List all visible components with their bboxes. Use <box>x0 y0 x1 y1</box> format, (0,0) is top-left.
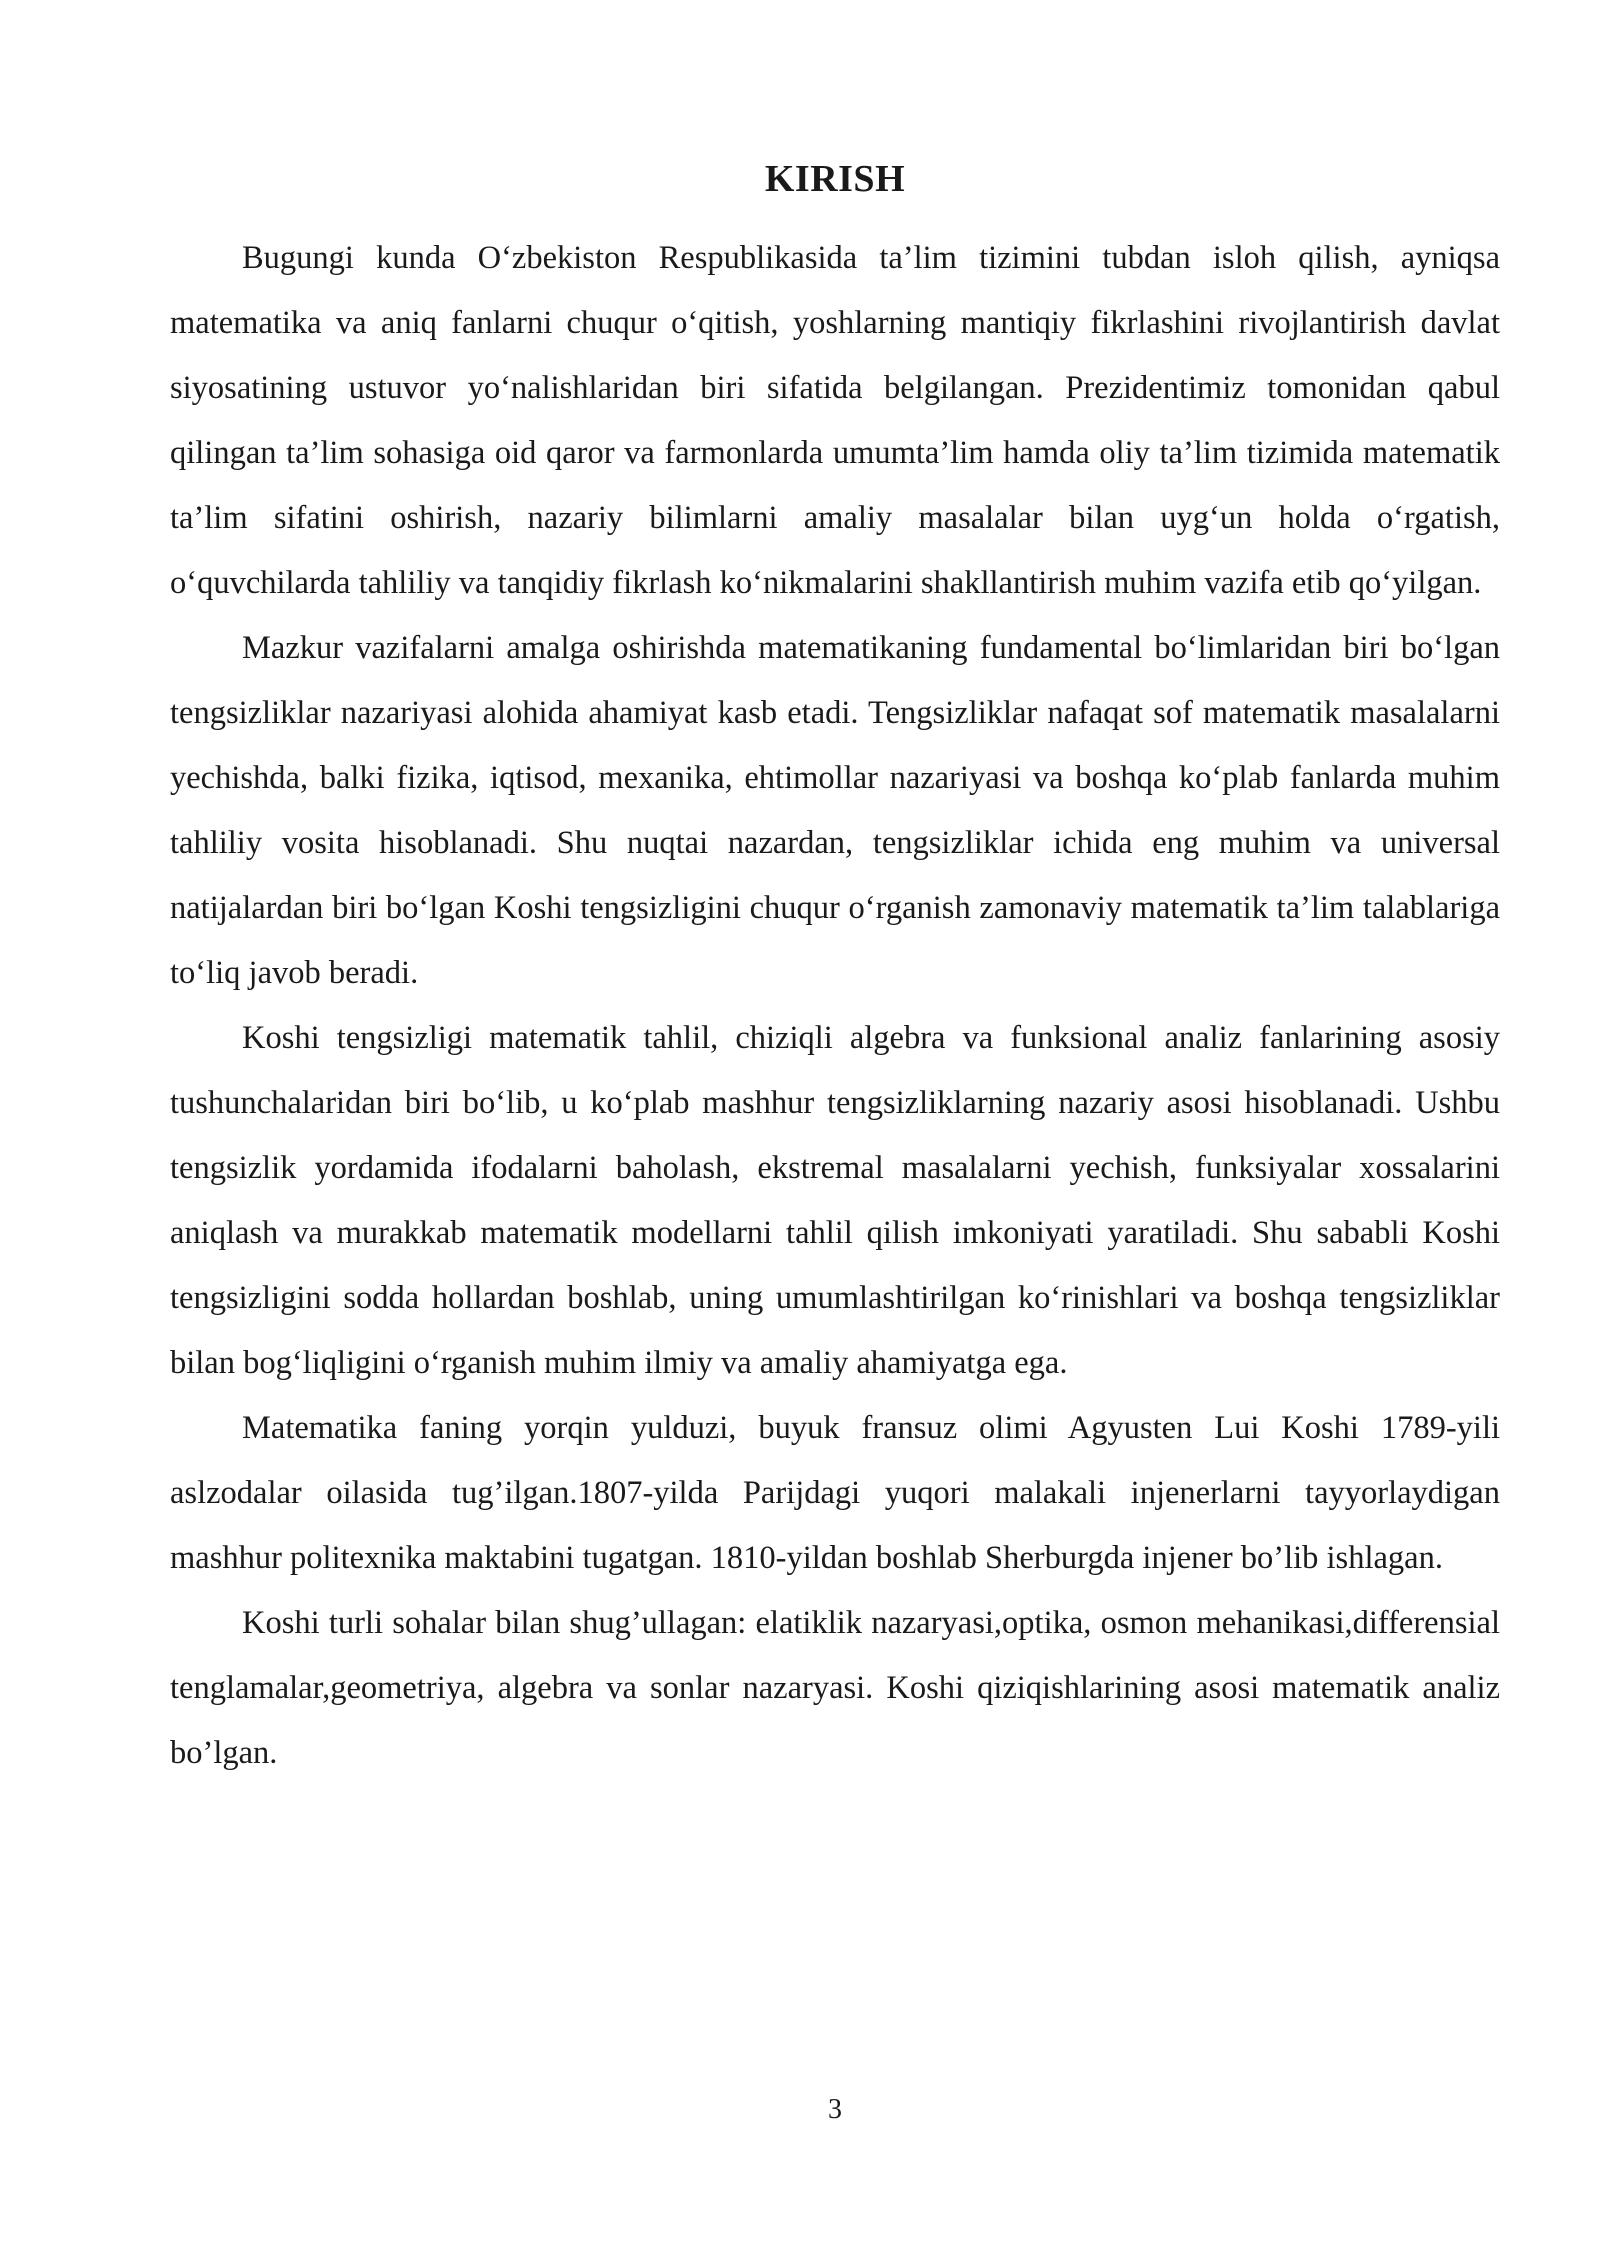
paragraph-1: Bugungi kunda O‘zbekiston Respublikasida ta’lim tizimini tubdan isloh qilish, ayniqsa matematika va aniq fanlarni chuqur o‘qitish, yoshlarning mantiqiy fikrlashini rivojlantirish davlat siyosatining ustuvor yo‘nalishlaridan biri sifatida belgilangan. Prezidentimiz tomonidan qabul qilingan ta’lim sohasiga oid qaror va farmonlarda umumta’lim hamda oliy ta’lim tizimida matematik ta’lim sifatini oshirish, nazariy bilimlarni amaliy masalalar bilan uyg‘un holda o‘rgatish, o‘quvchilarda tahliliy va tanqidiy fikrlash ko‘nikmalarini shakllantirish muhim vazifa etib qo‘yilgan. <box>170 240 1500 601</box>
paragraph-5: Koshi turli sohalar bilan shug’ullagan: elatiklik nazaryasi,optika, osmon mehanikasi,differensial tenglamalar,geometriya, algebra va sonlar nazaryasi. Koshi qiziqishlarining asosi matematik analiz bo’lgan. <box>170 1605 1500 1771</box>
body-text <box>170 226 1500 1786</box>
paragraph-4: Matematika faning yorqin yulduzi, buyuk fransuz olimi Agyusten Lui Koshi 1789-yili aslzodalar oilasida tug’ilgan.1807-yilda Parijdagi yuqori malakali injenerlarni tayyorlaydigan mashhur politexnika maktabini tugatgan. 1810-yildan boshlab Sherburgda injener bo’lib ishlagan. <box>170 1410 1500 1576</box>
page-number: 3 <box>828 2094 842 2125</box>
paragraph-2: Mazkur vazifalarni amalga oshirishda matematikaning fundamental bo‘limlaridan biri bo‘lgan tengsizliklar nazariyasi alohida ahamiyat kasb etadi. Tengsizliklar nafaqat sof matematik masalalarni yechishda, balki fizika, iqtisod, mexanika, ehtimollar nazariyasi va boshqa ko‘plab fanlarda muhim tahliliy vosita hisoblanadi. Shu nuqtai nazardan, tengsizliklar ichida eng muhim va universal natijalardan biri bo‘lgan Koshi tengsizligini chuqur o‘rganish zamonaviy matematik ta’lim talablariga to‘liq javob beradi. <box>170 630 1500 991</box>
paragraph-3: Koshi tengsizligi matematik tahlil, chiziqli algebra va funksional analiz fanlarining asosiy tushunchalaridan biri bo‘lib, u ko‘plab mashhur tengsizliklarning nazariy asosi hisoblanadi. Ushbu tengsizlik yordamida ifodalarni baholash, ekstremal masalalarni yechish, funksiyalar xossalarini aniqlash va murakkab matematik modellarni tahlil qilish imkoniyati yaratiladi. Shu sababli Koshi tengsizligini sodda hollardan boshlab, uning umumlashtirilgan ko‘rinishlari va boshqa tengsizliklar bilan bog‘liqligini o‘rganish muhim ilmiy va amaliy ahamiyatga ega. <box>170 1020 1500 1381</box>
section-title: KIRISH <box>764 158 906 200</box>
